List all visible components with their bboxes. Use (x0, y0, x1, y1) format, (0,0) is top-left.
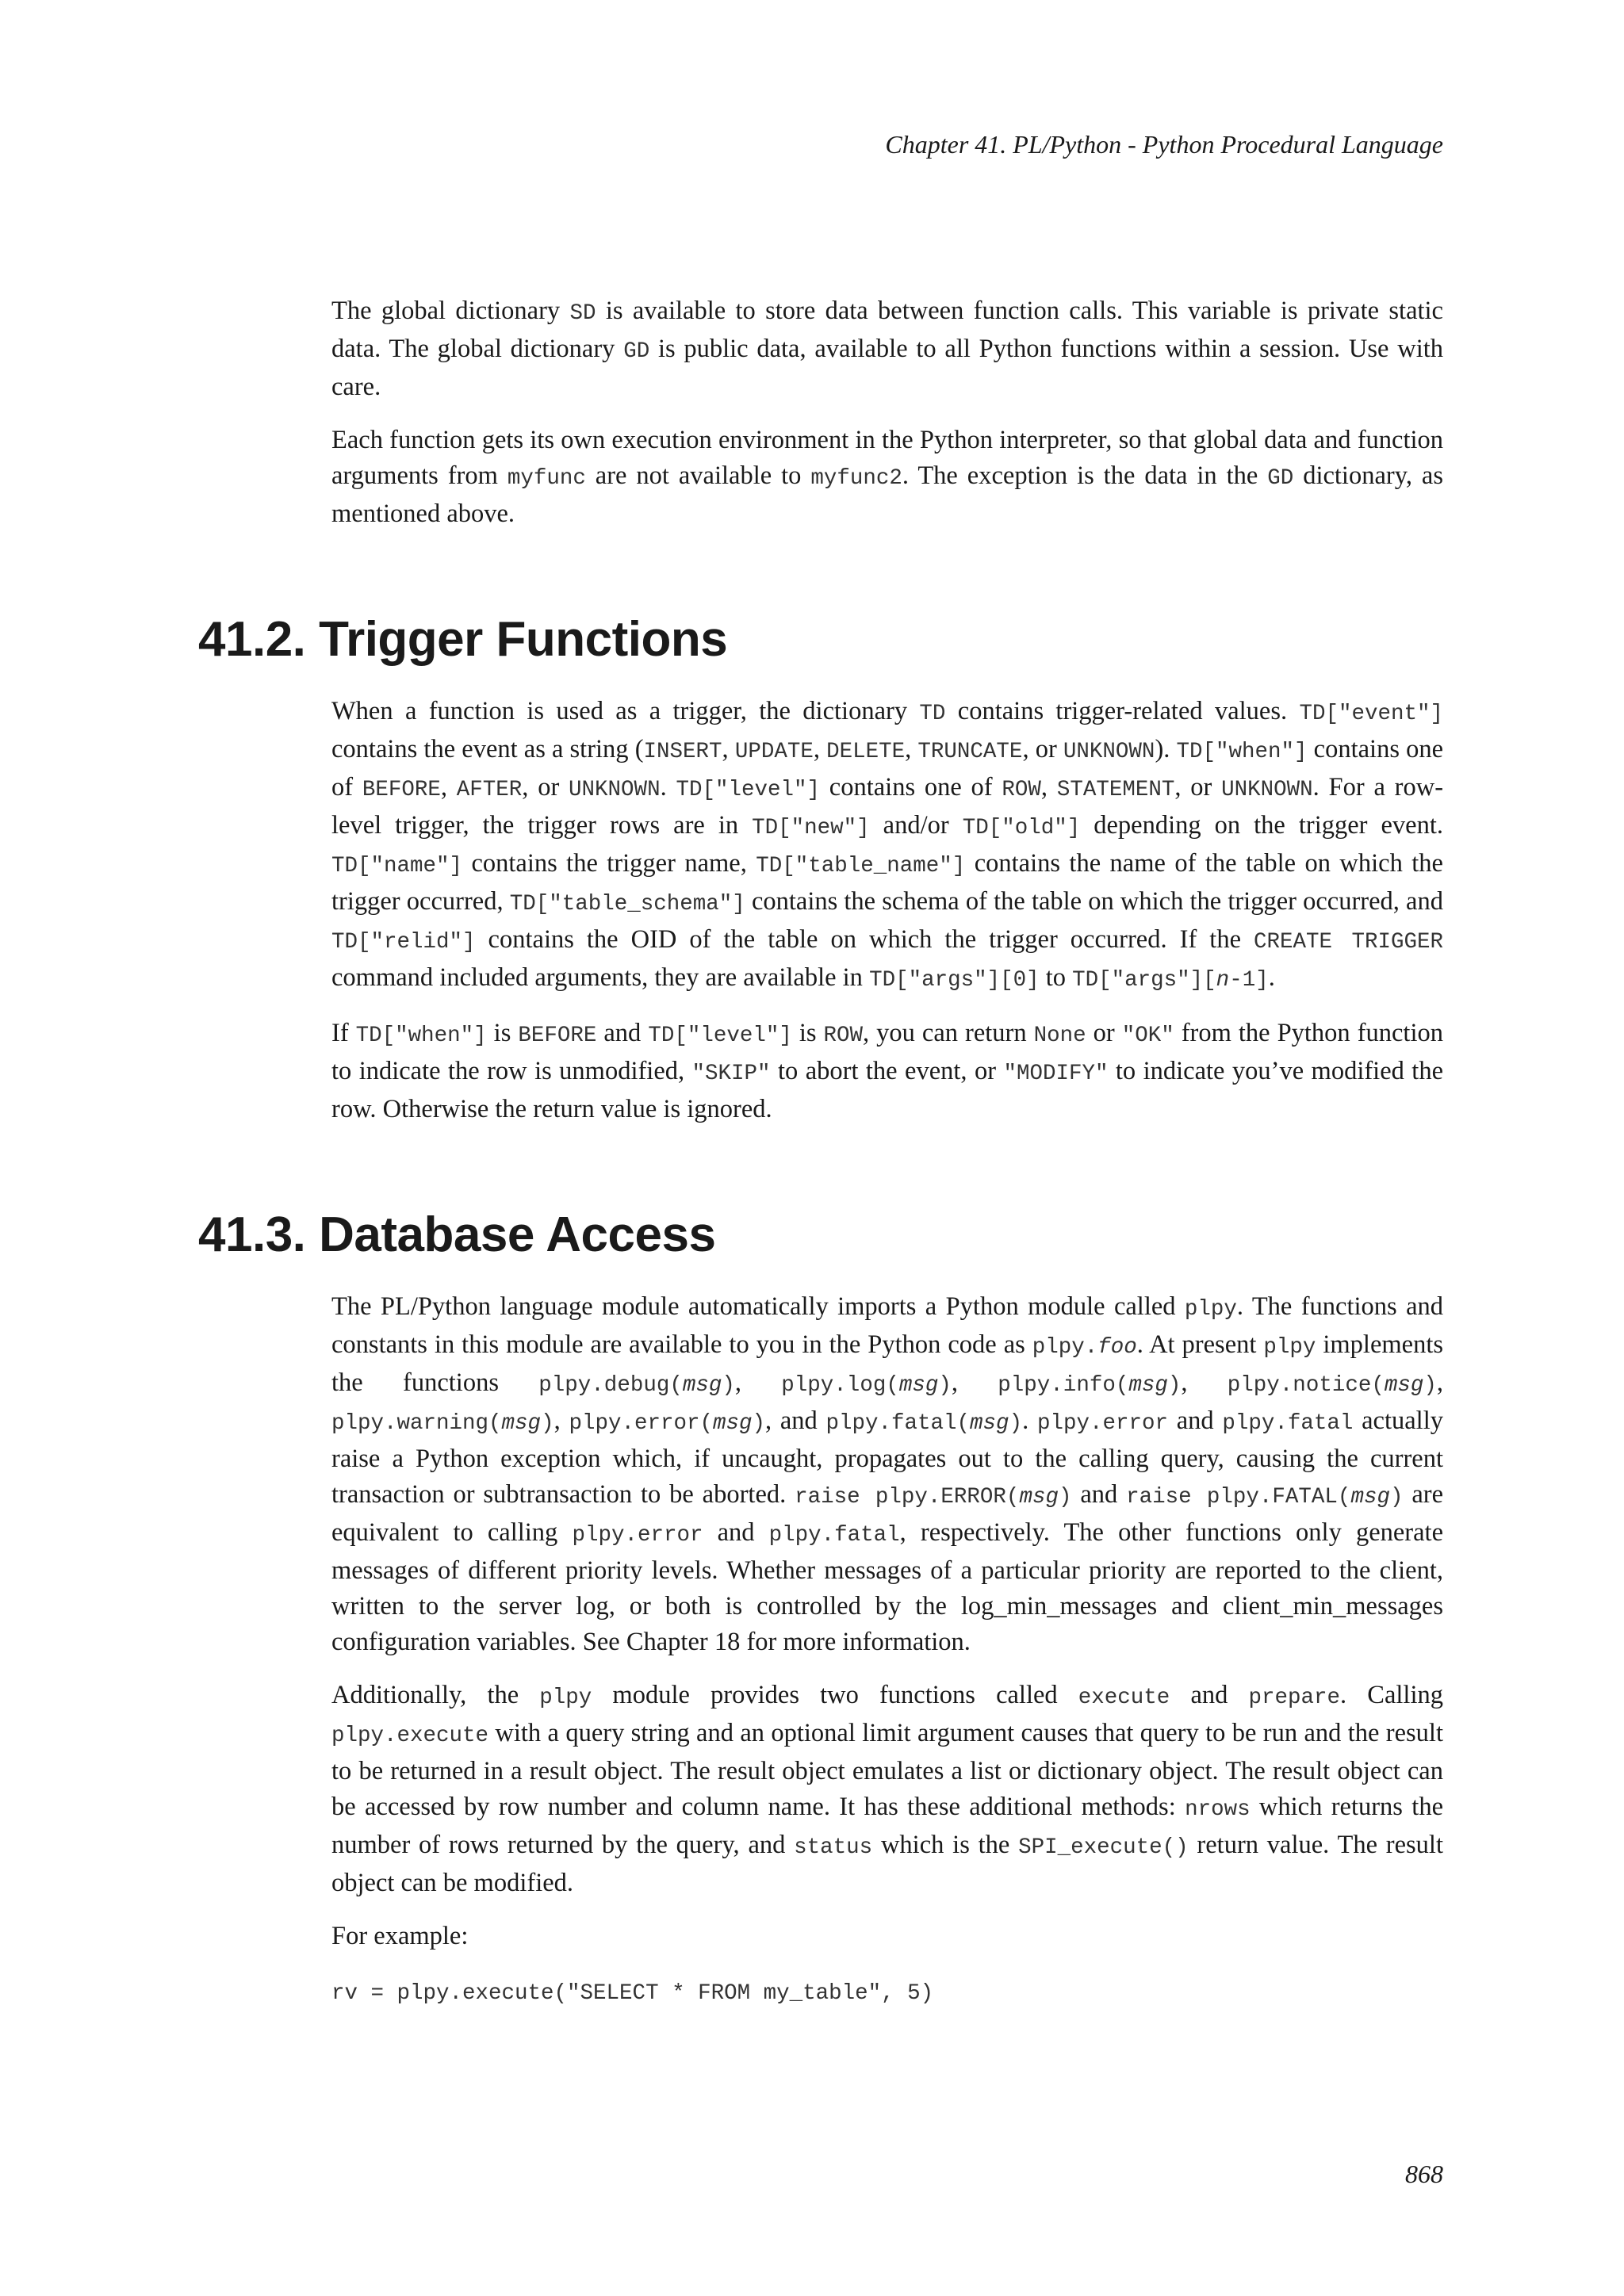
inline-code: GD (1267, 466, 1294, 491)
intro-paragraph-2: Each function gets its own execution environment in the Python interpreter, so that global data and function arguments from myfunc are not available to myfunc2. The exception is the data in the GD dictionary, as mentioned above. (331, 426, 1443, 528)
database-paragraph-2: Additionally, the plpy module provides two functions called execute and prepare. Calling plpy.execute with a query string and an optional limit argument causes that query to be run and the result to be returned in a result object. The result object emulates a list or dictionary object. The result object can be accessed by row number and column name. It has these additional methods: nrows which returns the number of rows returned by the query, and status which is the SPI_execute() return value. The result object can be modified. (331, 1681, 1443, 1897)
page-body (198, 293, 1444, 2010)
trigger-paragraph-2: If TD["when"] is BEFORE and TD["level"] is ROW, you can return None or "OK" from the Python function to indicate the row is unmodified, "SKIP" to abort the event, or "MODIFY" to indicate you’ve modified the row. Otherwise the return value is ignored. (331, 1019, 1443, 1123)
database-paragraph-3: For example: (331, 1922, 469, 1950)
inline-code: myfunc2 (810, 466, 902, 491)
section-heading-trigger-functions: 41.2. Trigger Functions (198, 612, 728, 667)
page-number: 868 (1405, 2160, 1443, 2188)
section-heading-database-access: 41.3. Database Access (198, 1207, 716, 1262)
inline-code: myfunc (507, 466, 586, 491)
inline-code: SD (569, 301, 596, 326)
running-header: Chapter 41. PL/Python - Python Procedural Language (885, 130, 1443, 159)
trigger-paragraph-1: When a function is used as a trigger, the dictionary TD contains trigger-related values. TD["event"] contains the event as a string (INSERT, UPDATE, DELETE, TRUNCATE, or UNKNOWN). TD["when"] contains one of BEFORE, AFTER, or UNKNOWN. TD["level"] contains one of ROW, STATEMENT, or UNKNOWN. For a row-level trigger, the trigger rows are in TD["new"] and/or TD["old"] depending on the trigger event. TD["name"] contains the trigger name, TD["table_name"] contains the name of the table on which the trigger occurred, TD["table_schema"] contains the schema of the table on which the trigger occurred, and TD["relid"] contains the OID of the table on which the trigger occurred. If the CREATE TRIGGER command included arguments, they are available in TD["args"][0] to TD["args"][n-1]. (331, 697, 1444, 993)
database-paragraph-1: The PL/Python language module automatically imports a Python module called plpy. The functions and constants in this module are available to you in the Python code as plpy.foo. At present plpy implements the functions plpy.debug(msg), plpy.log(msg), plpy.info(msg), plpy.notice(msg), plpy.warning(msg), plpy.error(msg), and plpy.fatal(msg). plpy.error and plpy.fatal actually raise a Python exception which, if uncaught, propagates out to the calling query, causing the current transaction or subtransaction to be aborted. raise plpy.ERROR(msg) and raise plpy.FATAL(msg) are equivalent to calling plpy.error and plpy.fatal, respectively. The other functions only generate messages of different priority levels. Whether messages of a particular priority are reported to the client, written to the server log, or both is controlled by the log_min_messages and client_min_messages configuration variables. See Chapter 18 for more information. (331, 1292, 1444, 1656)
intro-paragraph-1: The global dictionary SD is available to store data between function calls. This variable is private static data. The global dictionary GD is public data, available to all Python functions within a session. Use with care. (331, 297, 1444, 401)
code-example: rv = plpy.execute("SELECT * FROM my_table", 5) (331, 1981, 934, 2006)
inline-code: GD (623, 339, 650, 364)
